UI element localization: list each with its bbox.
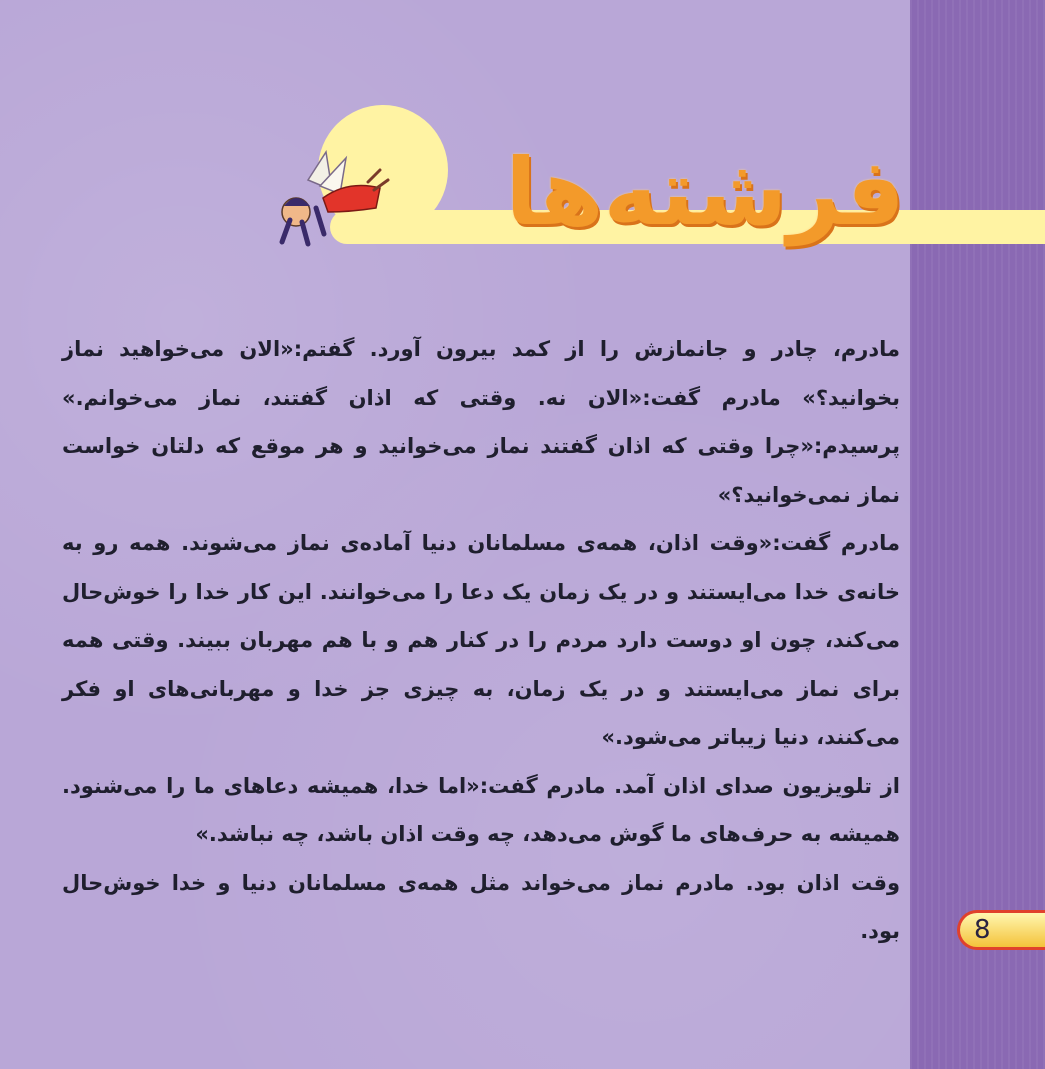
paragraph: مادرم گفت:«وقت اذان، همه‌ی مسلمانان دنیا آماده‌ی نماز می‌شوند. همه رو به خانه‌ی خدا می‌ایستند و در یک زمان یک دعا را می‌خوانند. این کار خدا را خوش‌حال می‌کند، چون او دوست دارد مردم را در کنار هم و با هم مهربان ببیند. وقتی همه برای نماز می‌ایستند و در یک زمان، به چیزی جز خدا و مهربانی‌های او فکر می‌کنند، دنیا زیباتر می‌شود.» <box>62 531 900 749</box>
paragraph: وقت اذان بود. مادرم نماز می‌خواند مثل همه‌ی مسلمانان دنیا و خدا خوش‌حال بود. <box>62 870 900 943</box>
page-title: فرشته‌ها <box>505 139 905 246</box>
page-number-tab <box>957 910 1045 950</box>
paragraph: از تلویزیون صدای اذان آمد. مادرم گفت:«اما خدا، همیشه دعاهای ما را می‌شنود. همیشه به حرف‌های ما گوش می‌دهد، چه وقت اذان باشد، چه نباشد.» <box>62 773 900 846</box>
paragraph: مادرم، چادر و جانمازش را از کمد بیرون آورد. گفتم:«الان می‌خواهید نماز بخوانید؟» مادرم گفت:«الان نه. وقتی که اذان گفتند، نماز می‌خوانم.» پرسیدم:«چرا وقتی که اذان گفتند نماز می‌خوانید و هر موقع که دلتان خواست نماز نمی‌خوانید؟» <box>62 337 900 507</box>
page-number: 8 <box>974 915 991 945</box>
angel-illustration <box>268 150 398 250</box>
story-text <box>62 325 900 956</box>
